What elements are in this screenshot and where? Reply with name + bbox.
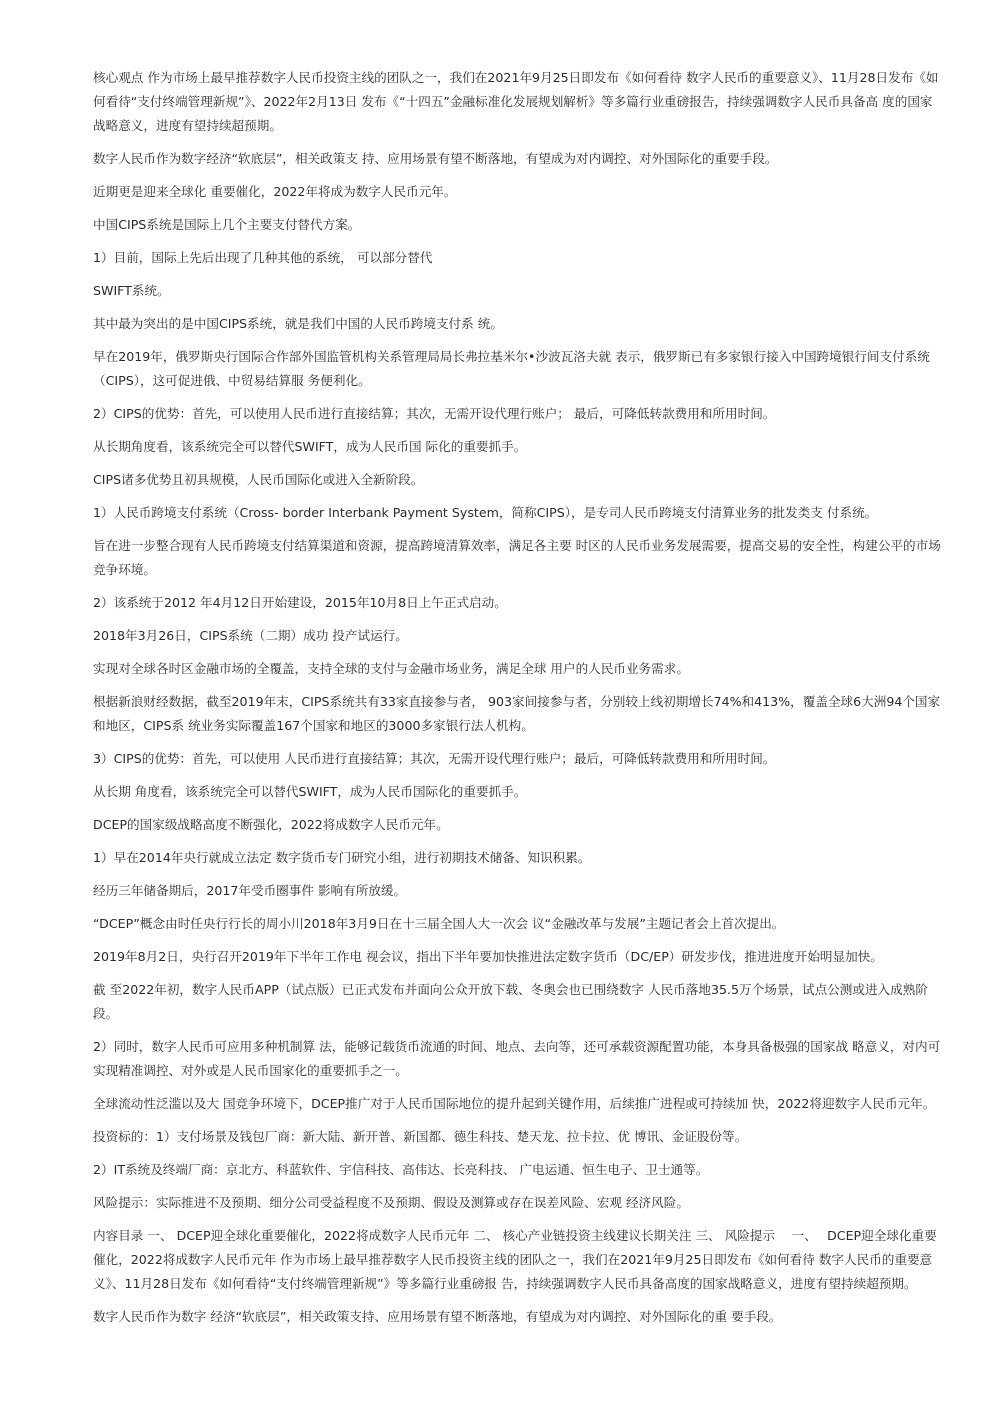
paragraph: 2019年8月2日，央行召开2019年下半年工作电 视会议，指出下半年要加快推进法定数字货币（DC/EP）研发步伐，推进进度开始明显加快。 (93, 949, 883, 964)
paragraph: 1）早在2014年央行就成立法定 数字货币专门研究小组，进行初期技术储备、知识积累。 (93, 850, 591, 865)
paragraph: CIPS诸多优势且初具规模，人民币国际化或进入全新阶段。 (93, 472, 424, 487)
paragraph: 中国CIPS系统是国际上几个主要支付替代方案。 (93, 217, 361, 232)
paragraph: 1）目前，国际上先后出现了几种其他的系统， 可以部分替代 (93, 250, 433, 265)
paragraph: 近期更是迎来全球化 重要催化，2022年将成为数字人民币元年。 (93, 184, 457, 199)
paragraph-investment-targets: 投资标的：1）支付场景及钱包厂商：新大陆、新开普、新国都、德生科技、楚天龙、拉卡拉、优 博讯、金证股份等。 (93, 1129, 748, 1144)
paragraph: 早在2019年，俄罗斯央行国际合作部外国监管机构关系管理局局长弗拉基米尔•沙波瓦洛夫就 表示，俄罗斯已有多家银行接入中国跨境银行间支付系统（CIPS），这可促进俄、中贸易结算服 务便利化。 (93, 349, 930, 388)
paragraph: “DCEP”概念由时任央行行长的周小川2018年3月9日在十三届全国人大一次会 议“金融改革与发展”主题记者会上首次提出。 (93, 916, 785, 931)
paragraph: 数字人民币作为数字经济“软底层”，相关政策支 持、应用场景有望不断落地，有望成为对内调控、对外国际化的重要手段。 (93, 151, 778, 166)
paragraph: 3）CIPS的优势：首先，可以使用 人民币进行直接结算；其次，无需开设代理行账户；最后，可降低转款费用和所用时间。 (93, 751, 776, 766)
document-page (93, 66, 945, 1338)
paragraph: 1）人民币跨境支付系统（Cross- border Interbank Payment System，简称CIPS），是专司人民币跨境支付清算业务的批发类支 付系统。 (93, 505, 878, 520)
paragraph: 2）CIPS的优势：首先，可以使用人民币进行直接结算；其次，无需开设代理行账户； 最后，可降低转款费用和所用时间。 (93, 406, 776, 421)
paragraph: 截 至2022年初，数字人民币APP（试点版）已正式发布并面向公众开放下载、冬奥会也已围绕数字 人民币落地35.5万个场景，试点公测或进入成熟阶段。 (93, 982, 928, 1021)
paragraph: 2）同时，数字人民币可应用多种机制算 法，能够记载货币流通的时间、地点、去向等，还可承载资源配置功能，本身具备极强的国家战 略意义，对内可实现精准调控、对外或是人民币国家化的重要抓手之一。 (93, 1039, 941, 1078)
paragraph: 2018年3月26日，CIPS系统（二期）成功 投产试运行。 (93, 628, 408, 643)
paragraph: 经历三年储备期后，2017年受币圈事件 影响有所放缓。 (93, 883, 407, 898)
paragraph: 实现对全球各时区金融市场的全覆盖，支持全球的支付与金融市场业务，满足全球 用户的人民币业务需求。 (93, 661, 689, 676)
paragraph: SWIFT系统。 (93, 283, 170, 298)
paragraph: 2）该系统于2012 年4月12日开始建设，2015年10月8日上午正式启动。 (93, 595, 507, 610)
paragraph-risk-warning: 风险提示：实际推进不及预期、细分公司受益程度不及预期、假设及测算或存在误差风险、宏观 经济风险。 (93, 1195, 689, 1210)
paragraph: 旨在进一步整合现有人民币跨境支付结算渠道和资源，提高跨境清算效率，满足各主要 时区的人民币业务发展需要，提高交易的安全性，构建公平的市场竞争环境。 (93, 538, 941, 577)
paragraph: DCEP的国家级战略高度不断强化，2022将成数字人民币元年。 (93, 817, 449, 832)
paragraph: 全球流动性泛滥以及大 国竞争环境下，DCEP推广对于人民币国际地位的提升起到关键作用，后续推广进程或可持续加 快，2022将迎数字人民币元年。 (93, 1096, 936, 1111)
paragraph-core-viewpoint: 核心观点 作为市场上最早推荐数字人民币投资主线的团队之一，我们在2021年9月25日即发布《如何看待 数字人民币的重要意义》、11月28日发布《如何看待“支付终端管理新规”》、2022年2月13日 发布《“十四五”金融标准化发展规划解析》等多篇行业重磅报告，持续强调数字人民币具备高 度的国家战略意义，进度有望持续超预期。 (93, 70, 939, 133)
paragraph: 数字人民币作为数字 经济“软底层”，相关政策支持、应用场景有望不断落地，有望成为对内调控、对外国际化的重 要手段。 (93, 1309, 782, 1324)
paragraph-table-of-contents: 内容目录 一、 DCEP迎全球化重要催化，2022将成数字人民币元年 二、 核心产业链投资主线建议长期关注 三、 风险提示 一、 DCEP迎全球化重要催化，2022将成数字人民币元年 作为市场上最早推荐数字人民币投资主线的团队之一，我们在2021年9月25日即发布《如何看待 数字人民币的重要意义》、11月28日发布《如何看待“支付终端管理新规”》等多篇行业重磅报 告，持续强调数字人民币具备高度的国家战略意义，进度有望持续超预期。 (93, 1228, 937, 1291)
paragraph: 2）IT系统及终端厂商：京北方、科蓝软件、宇信科技、高伟达、长亮科技、 广电运通、恒生电子、卫士通等。 (93, 1162, 709, 1177)
paragraph: 其中最为突出的是中国CIPS系统，就是我们中国的人民币跨境支付系 统。 (93, 316, 503, 331)
paragraph: 根据新浪财经数据，截至2019年末，CIPS系统共有33家直接参与者， 903家间接参与者，分别较上线初期增长74%和413%，覆盖全球6大洲94个国家和地区，CIPS系 统业务实际覆盖167个国家和地区的3000多家银行法人机构。 (93, 694, 941, 733)
paragraph: 从长期角度看，该系统完全可以替代SWIFT，成为人民币国 际化的重要抓手。 (93, 439, 527, 454)
paragraph: 从长期 角度看，该系统完全可以替代SWIFT，成为人民币国际化的重要抓手。 (93, 784, 527, 799)
